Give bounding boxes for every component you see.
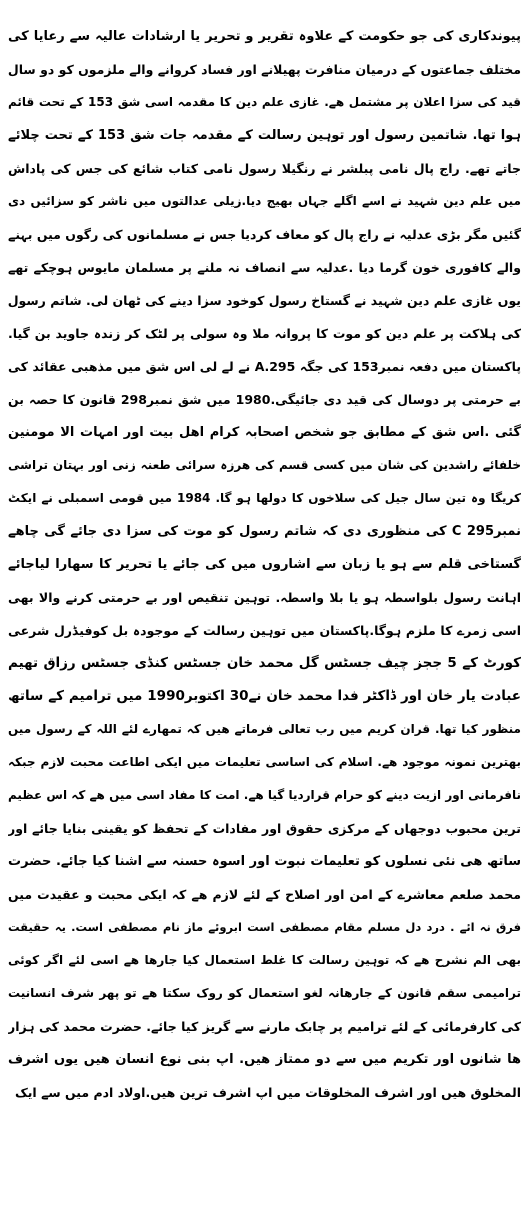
text-line: پاکستان میں دفعہ نمبر153 کی جگہ 295.A نے لے لی اس شق میں مذھبی عقائد کی xyxy=(8,359,521,374)
text-line: کورٹ کے 5 ججز چیف جسٹس گل محمد خان جسٹس کنڈی جسٹس رزاق تھیم xyxy=(8,655,521,671)
article-body xyxy=(8,20,521,1109)
text-line: بے حرمتی پر دوسال کی قید دی جائیگی.1980 میں شق نمبر298 قانون کا حصہ بن xyxy=(8,392,521,407)
text-line: فرق نہ ائے . درد دل مسلم مقام مصطفی است ابروئے ماز نام مصطفی است. یہ حقیقت xyxy=(8,920,521,934)
text-line: ترین محبوب دوجھاں کے مرکزی حقوق اور مفادات کے تحفظ کو یقینی بنایا جائے اور xyxy=(8,821,521,836)
text-line: ھا شانوں اور تکریم میں سے دو ممتاز ھیں. اپ بنی نوع انسان ھیں یوں اشرف xyxy=(8,1052,521,1067)
text-line: گستاخی قلم سے ہو یا زبان سے اشاروں میں کی جائے یا تحریر کا سھارا لیاجائے xyxy=(8,557,521,572)
text-line: المخلوق ھیں اور اشرف المخلوقات میں اپ اشرف ترین ھیں.اولاد ادم میں سے ایک xyxy=(14,1085,521,1100)
text-line: قید کی سزا اعلان پر مشتمل ھے. غازی علم دین کا مقدمہ اسی شق 153 کے تحت قائم xyxy=(8,95,521,109)
text-line: گئی .اس شق کے مطابق جو شخص اصحابہ کرام اھل بیت اور امہات الا مومنین xyxy=(8,425,521,440)
text-line: پیوندکاری کی جو حکومت کے علاوہ تقریر و تحریر یا ارشادات عالیہ سے رعایا کی xyxy=(8,29,521,44)
text-line: بھی الم نشرح ھے کہ توہین رسالت کا غلط استعمال کیا جارھا ھے اسی لئے اگر کوئی xyxy=(8,953,521,967)
text-line: ہوا تھا. شاتمین رسول اور توہین رسالت کے مقدمہ جات شق 153 کے تحت چلائے xyxy=(8,128,521,143)
text-line: بھترین نمونہ موجود ھے. اسلام کی اساسی تعلیمات میں ایکی اطاعت محبت لازم جبکہ xyxy=(8,755,521,769)
text-line: میں علم دین شہید نے اسے اگلے جہاں بھیج دیا.زیلی عدالتوں میں ناشر کو سزائیں دی xyxy=(8,194,521,208)
text-line: گئیں مگر بڑی عدلیہ نے راج پال کو معاف کردیا جس نے مسلمانوں کی رگوں میں بہنے xyxy=(8,227,521,242)
text-line: اسی زمرے کا ملزم ہوگا.پاکستان میں توہین رسالت کے موجودہ بل کوفیڈرل شرعی xyxy=(8,623,521,638)
text-line: کریگا وہ تین سال جیل کی سلاخوں کا دولھا ہو گا. 1984 میں قومی اسمبلی نے ایکٹ xyxy=(8,491,521,505)
text-line: مختلف جماعتوں کے درمیان منافرت پھیلانے اور فساد کروانے والے ملزموں کو دو سال xyxy=(8,62,521,77)
text-line: نافرمانی اور ازیت دینے کو حرام قراردیا گیا ھے. امت کا مفاد اسی میں ھے کہ اس عظیم xyxy=(8,788,521,802)
text-line: کی کارفرمائی کے لئے ترامیم پر چابک مارنے سے گریز کیا جائے. حضرت محمد کی ہزار xyxy=(8,1019,521,1034)
text-line: ساتھ ھی نئی نسلوں کو تعلیمات نبوت اور اسوہ حسنہ سے اشنا کیا جائے. حضرت xyxy=(8,854,521,869)
text-line: نمبرC 295 کی منظوری دی کہ شاتم رسول کو موت کی سزا دی جائے گی چاھے xyxy=(8,524,521,539)
text-line: یوں غازی علم دین شہید نے گستاخ رسول کوخود سزا دینے کی ٹھان لی. شاتم رسول xyxy=(8,293,521,308)
text-line: ترامیمی سقم قانون کے جارھانہ لغو استعمال کو روک سکتا ھے تو پھر شرف انسانیت xyxy=(8,986,521,1000)
text-line: جاتے تھے. راج پال نامی پبلشر نے رنگیلا رسول نامی کتاب شائع کی جس کی پاداش xyxy=(8,161,521,176)
text-line: خلفائے راشدین کی شان میں کسی قسم کی ھرزہ سرائی طعنہ زنی اور بہتان تراشی xyxy=(8,458,521,472)
text-line: والے کافوری خون گرما دیا .عدلیہ سے انصاف نہ ملنے پر مسلمان مایوس ہوچکے تھے xyxy=(8,260,521,275)
text-line: اہانت رسول بلواسطہ ہو یا بلا واسطہ. توہین تنقیص اور بے حرمتی کرنے والا بھی xyxy=(8,590,521,605)
text-line: محمد صلعم معاشرے کے امن اور اصلاح کے لئے لازم ھے کہ ایکی محبت و عقیدت میں xyxy=(8,887,521,902)
text-line: منظور کیا تھا. قران کریم میں رب تعالی فرماتے ھیں کہ تمھارے لئے اللہ کے رسول میں xyxy=(8,722,521,736)
text-line: کی ہلاکت پر علم دین کو موت کا پروانہ ملا وہ سولی پر لٹک کر زندہ جاوید بن گیا. xyxy=(8,326,521,341)
text-line: عبادت یار خان اور ڈاکٹر فدا محمد خان نے30 اکتوبر1990 میں ترامیم کے ساتھ xyxy=(8,688,521,704)
